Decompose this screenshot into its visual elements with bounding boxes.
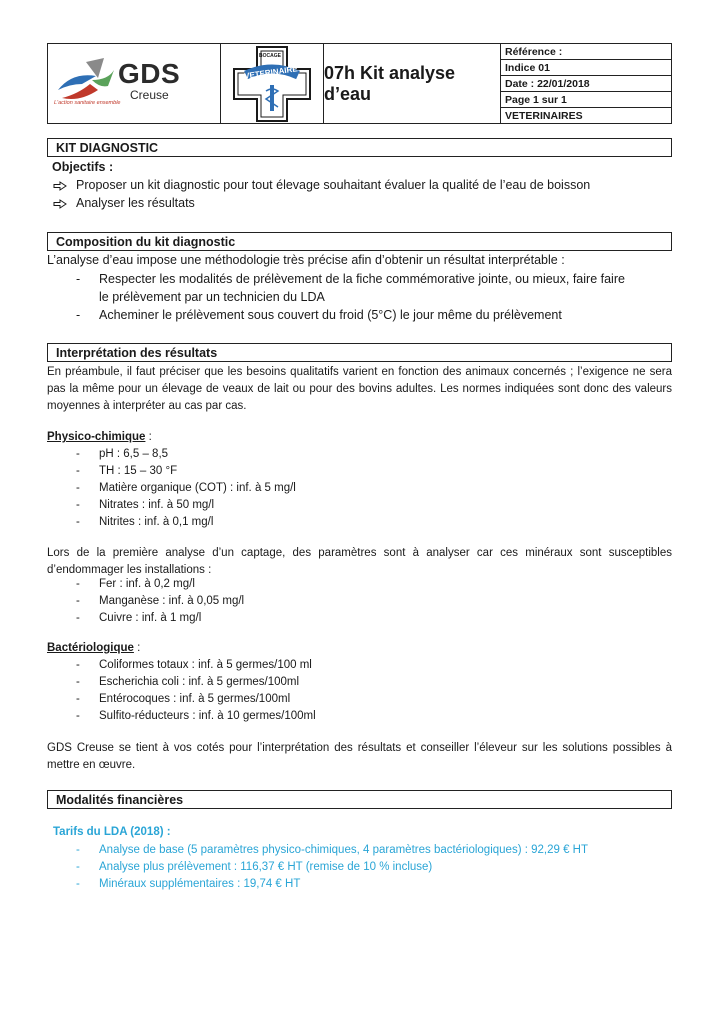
document-meta bbox=[501, 44, 671, 123]
meta-reference: Référence : bbox=[501, 44, 671, 60]
mineral-item: Fer : inf. à 0,2 mg/l bbox=[99, 578, 195, 590]
dash-bullet: - bbox=[76, 465, 80, 477]
meta-page: Page 1 sur 1 bbox=[501, 92, 671, 108]
bacterio-heading: Bactériologique : bbox=[47, 642, 141, 654]
tarif-item: Analyse de base (5 paramètres physico-chimiques, 4 paramètres bactériologiques) : 92,29 € HT bbox=[99, 844, 588, 856]
veterinaire-badge bbox=[221, 44, 324, 123]
dash-bullet: - bbox=[76, 482, 80, 494]
tarifs-title: Tarifs du LDA (2018) : bbox=[53, 826, 171, 838]
physico-item: pH : 6,5 – 8,5 bbox=[99, 448, 169, 460]
composition-intro: L’analyse d’eau impose une méthodologie très précise afin d’obtenir un résultat interprétable : bbox=[47, 253, 565, 267]
composition-item: Respecter les modalités de prélèvement de la fiche commémorative jointe, ou mieux, faire faire bbox=[99, 272, 625, 286]
interpretation-intro: En préambule, il faut préciser que les besoins qualitatifs varient en fonction des animaux concernés ; l’exigence ne sera pas la même pour un élevage de veaux de lait ou pour des bovins adultes. Les normes indiquées sont donc des valeurs moyennes à interpréter au cas par cas. bbox=[47, 366, 672, 412]
dash-bullet: - bbox=[76, 878, 80, 890]
physico-heading: Physico-chimique : bbox=[47, 431, 152, 443]
conclusion-text: GDS Creuse se tient à vos cotés pour l’interprétation des résultats et conseiller l’éleveur sur les solutions possibles à mettre en œuvre. bbox=[47, 742, 672, 771]
physico-title: Physico-chimique bbox=[47, 431, 146, 443]
objectif-item: Analyser les résultats bbox=[76, 196, 195, 210]
physico-item: Matière organique (COT) : inf. à 5 mg/l bbox=[99, 482, 296, 494]
dash-bullet: - bbox=[76, 710, 80, 722]
section-financieres: Modalités financières bbox=[47, 790, 672, 809]
meta-audience: VETERINAIRES bbox=[505, 109, 583, 122]
logo-subtitle: Creuse bbox=[130, 88, 169, 102]
section-kit-diagnostic: KIT DIAGNOSTIC bbox=[47, 138, 672, 157]
dash-bullet: - bbox=[76, 499, 80, 511]
dash-bullet: - bbox=[76, 612, 80, 624]
composition-item-cont: le prélèvement par un technicien du LDA bbox=[99, 290, 325, 304]
bacterio-item: Entérocoques : inf. à 5 germes/100ml bbox=[99, 693, 291, 705]
dash-bullet: - bbox=[76, 844, 80, 856]
arrow-outline-icon bbox=[53, 181, 67, 191]
gds-logo bbox=[48, 44, 221, 123]
mineral-item: Manganèse : inf. à 0,05 mg/l bbox=[99, 595, 245, 607]
physico-item: Nitrates : inf. à 50 mg/l bbox=[99, 499, 215, 511]
bacterio-item: Coliformes totaux : inf. à 5 germes/100 ml bbox=[99, 659, 312, 671]
logo-tagline: L'action sanitaire ensemble bbox=[54, 100, 121, 106]
section-interpretation: Interprétation des résultats bbox=[47, 343, 672, 362]
captage-text: Lors de la première analyse d’un captage, des paramètres sont à analyser car ces minéraux sont susceptibles d’endommager les installations : bbox=[47, 547, 672, 576]
physico-item: Nitrites : inf. à 0,1 mg/l bbox=[99, 516, 214, 528]
objectifs-title: Objectifs : bbox=[52, 160, 114, 174]
section-composition: Composition du kit diagnostic bbox=[47, 232, 672, 251]
document-header bbox=[47, 43, 672, 124]
dash-bullet: - bbox=[76, 448, 80, 460]
bacterio-title: Bactériologique bbox=[47, 642, 134, 654]
dash-bullet: - bbox=[76, 659, 80, 671]
tarif-item: Analyse plus prélèvement : 116,37 € HT (remise de 10 % incluse) bbox=[99, 861, 433, 873]
document-title: 07h Kit analyse d’eau bbox=[324, 44, 501, 123]
bacterio-item: Escherichia coli : inf. à 5 germes/100ml bbox=[99, 676, 300, 688]
dash-bullet: - bbox=[76, 861, 80, 873]
bacterio-item: Sulfito-réducteurs : inf. à 10 germes/100ml bbox=[99, 710, 316, 722]
tarif-item: Minéraux supplémentaires : 19,74 € HT bbox=[99, 878, 301, 890]
meta-indice: Indice 01 bbox=[501, 60, 671, 76]
dash-bullet: - bbox=[76, 308, 81, 322]
badge-top-text: BOCAGE bbox=[259, 53, 281, 59]
badge-text: VETERINAIRE bbox=[243, 64, 299, 81]
meta-date: Date : 22/01/2018 bbox=[501, 76, 671, 92]
dash-bullet: - bbox=[76, 693, 80, 705]
objectif-item: Proposer un kit diagnostic pour tout élevage souhaitant évaluer la qualité de l’eau de boisson bbox=[76, 178, 591, 192]
composition-item: Acheminer le prélèvement sous couvert du froid (5°C) le jour même du prélèvement bbox=[99, 308, 562, 322]
dash-bullet: - bbox=[76, 676, 80, 688]
logo-text: GDS bbox=[118, 58, 181, 89]
dash-bullet: - bbox=[76, 578, 80, 590]
physico-item: TH : 15 – 30 °F bbox=[99, 465, 178, 477]
mineral-item: Cuivre : inf. à 1 mg/l bbox=[99, 612, 202, 624]
dash-bullet: - bbox=[76, 272, 81, 286]
dash-bullet: - bbox=[76, 595, 80, 607]
arrow-outline-icon bbox=[53, 199, 67, 209]
dash-bullet: - bbox=[76, 516, 80, 528]
